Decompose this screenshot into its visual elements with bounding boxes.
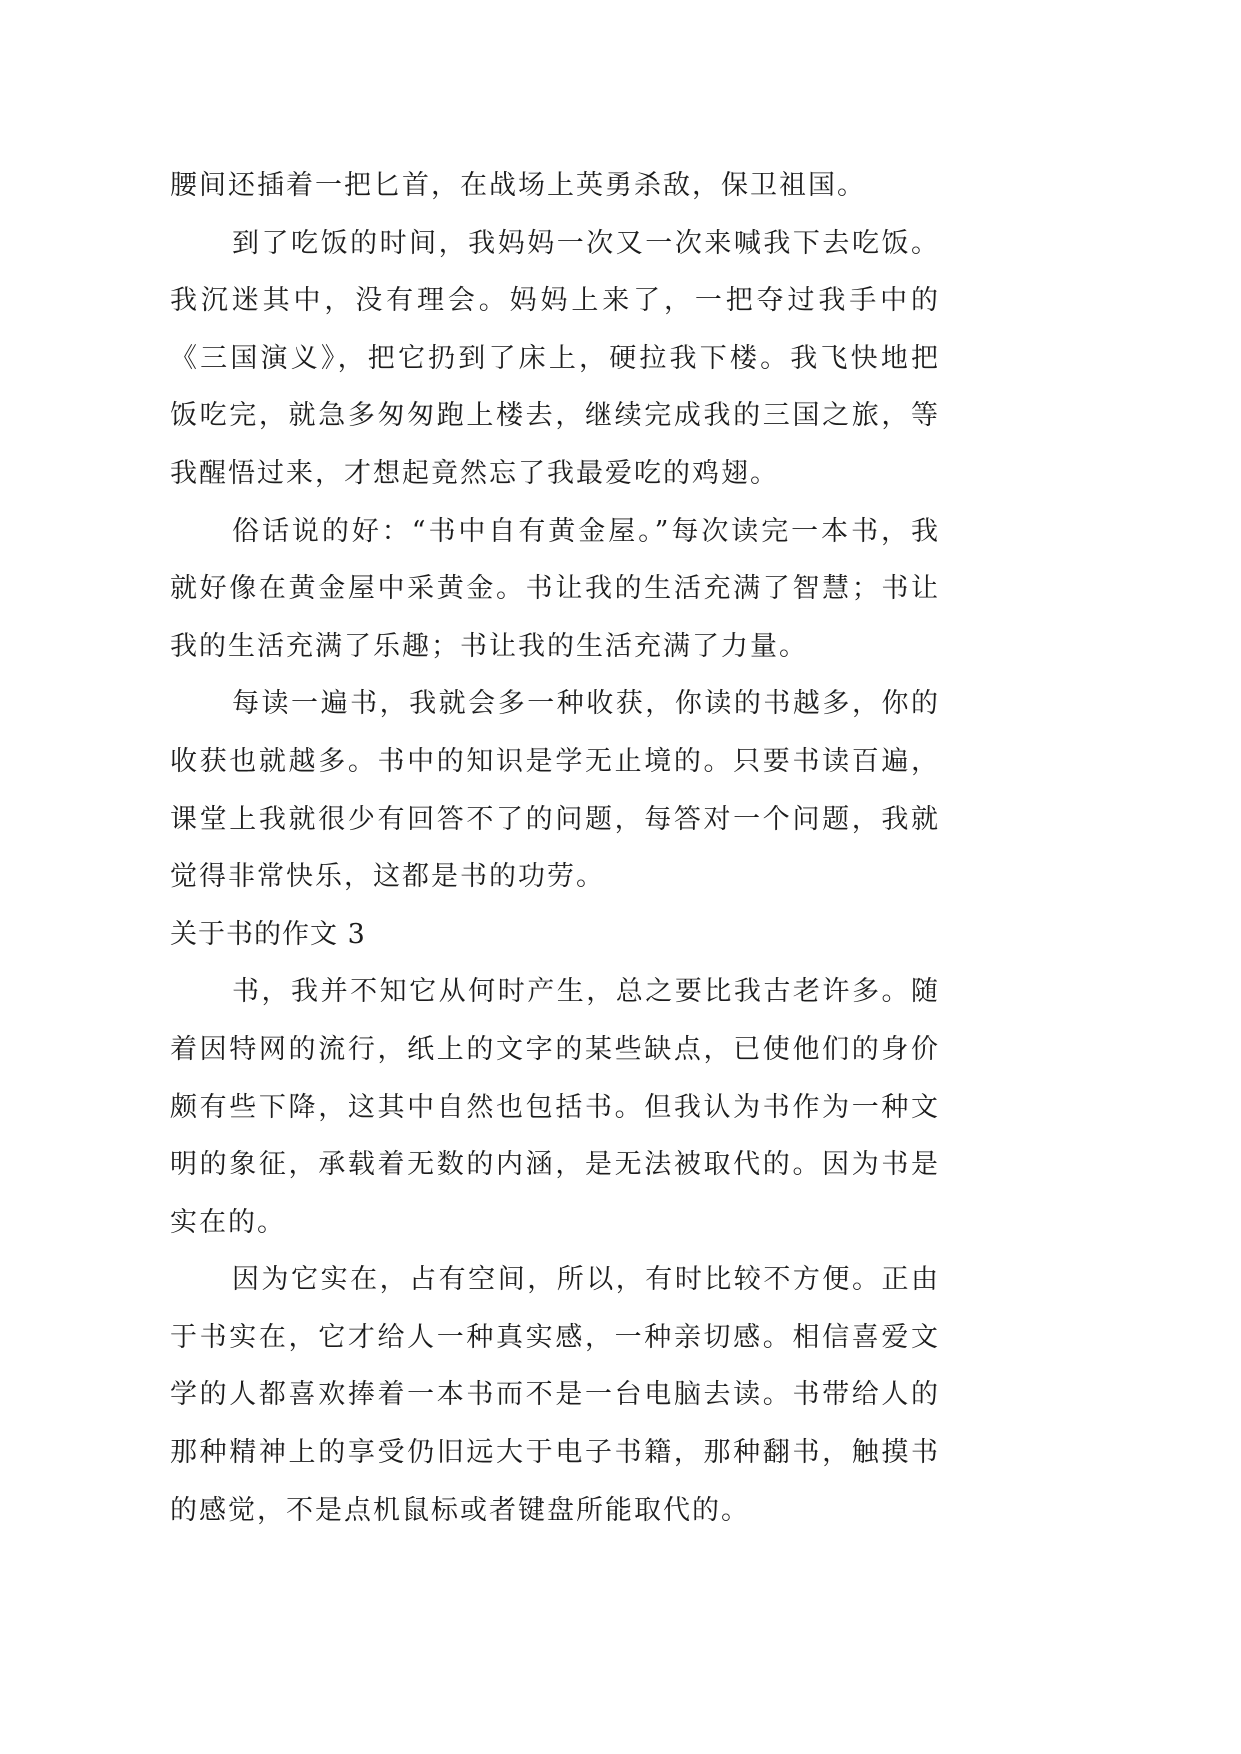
text-line: 学的人都喜欢捧着一本书而不是一台电脑去读。书带给人的 [170,1379,940,1411]
text-line: 颇有些下降，这其中自然也包括书。但我认为书作为一种文 [170,1091,940,1123]
paragraph-continued [170,157,942,215]
text-line: 觉得非常快乐，这都是书的功劳。 [170,861,605,893]
text-line: 《三国演义》，把它扔到了床上，硬拉我下楼。我飞快地把 [170,342,940,374]
text-line: 我的生活充满了乐趣；书让我的生活充满了力量。 [170,630,808,662]
text-line: 到了吃饭的时间，我妈妈一次又一次来喊我下去吃饭。 [232,227,940,259]
text-line: 饭吃完，就急多匆匆跑上楼去，继续完成我的三国之旅，等 [170,400,940,432]
text-line: 收获也就越多。书中的知识是学无止境的。只要书读百遍， [170,745,940,777]
text-line: 俗话说的好：“书中自有黄金屋。”每次读完一本书，我 [232,515,940,547]
text-line: 课堂上我就很少有回答不了的问题，每答对一个问题，我就 [170,803,940,835]
text-line: 我醒悟过来，才想起竟然忘了我最爱吃的鸡翅。 [170,457,779,489]
text-line: 的感觉，不是点机鼠标或者键盘所能取代的。 [170,1494,750,1526]
text-line: 书，我并不知它从何时产生，总之要比我古老许多。随 [232,976,940,1008]
text-line: 着因特网的流行，纸上的文字的某些缺点，已使他们的身价 [170,1033,940,1065]
text-line: 实在的。 [170,1206,286,1238]
text-line: 那种精神上的享受仍旧远大于电子书籍，那种翻书，触摸书 [170,1437,940,1469]
text-line: 明的象征，承载着无数的内涵，是无法被取代的。因为书是 [170,1149,940,1181]
paragraph [170,963,942,1251]
text-line: 于书实在，它才给人一种真实感，一种亲切感。相信喜爱文 [170,1321,940,1353]
text-line: 因为它实在，占有空间，所以，有时比较不方便。正由 [232,1264,940,1296]
text-line: 每读一遍书，我就会多一种收获，你读的书越多，你的 [232,688,940,720]
paragraph [170,1251,942,1539]
paragraph [170,503,942,676]
text-line: 就好像在黄金屋中采黄金。书让我的生活充满了智慧；书让 [170,573,940,605]
section-heading: 关于书的作文 3 [170,918,366,950]
text-line: 腰间还插着一把匕首，在战场上英勇杀敌，保卫祖国。 [170,170,866,201]
document-body [170,157,942,1539]
paragraph [170,675,942,905]
text-line: 我沉迷其中，没有理会。妈妈上来了，一把夺过我手中的 [170,285,940,317]
paragraph [170,215,942,503]
